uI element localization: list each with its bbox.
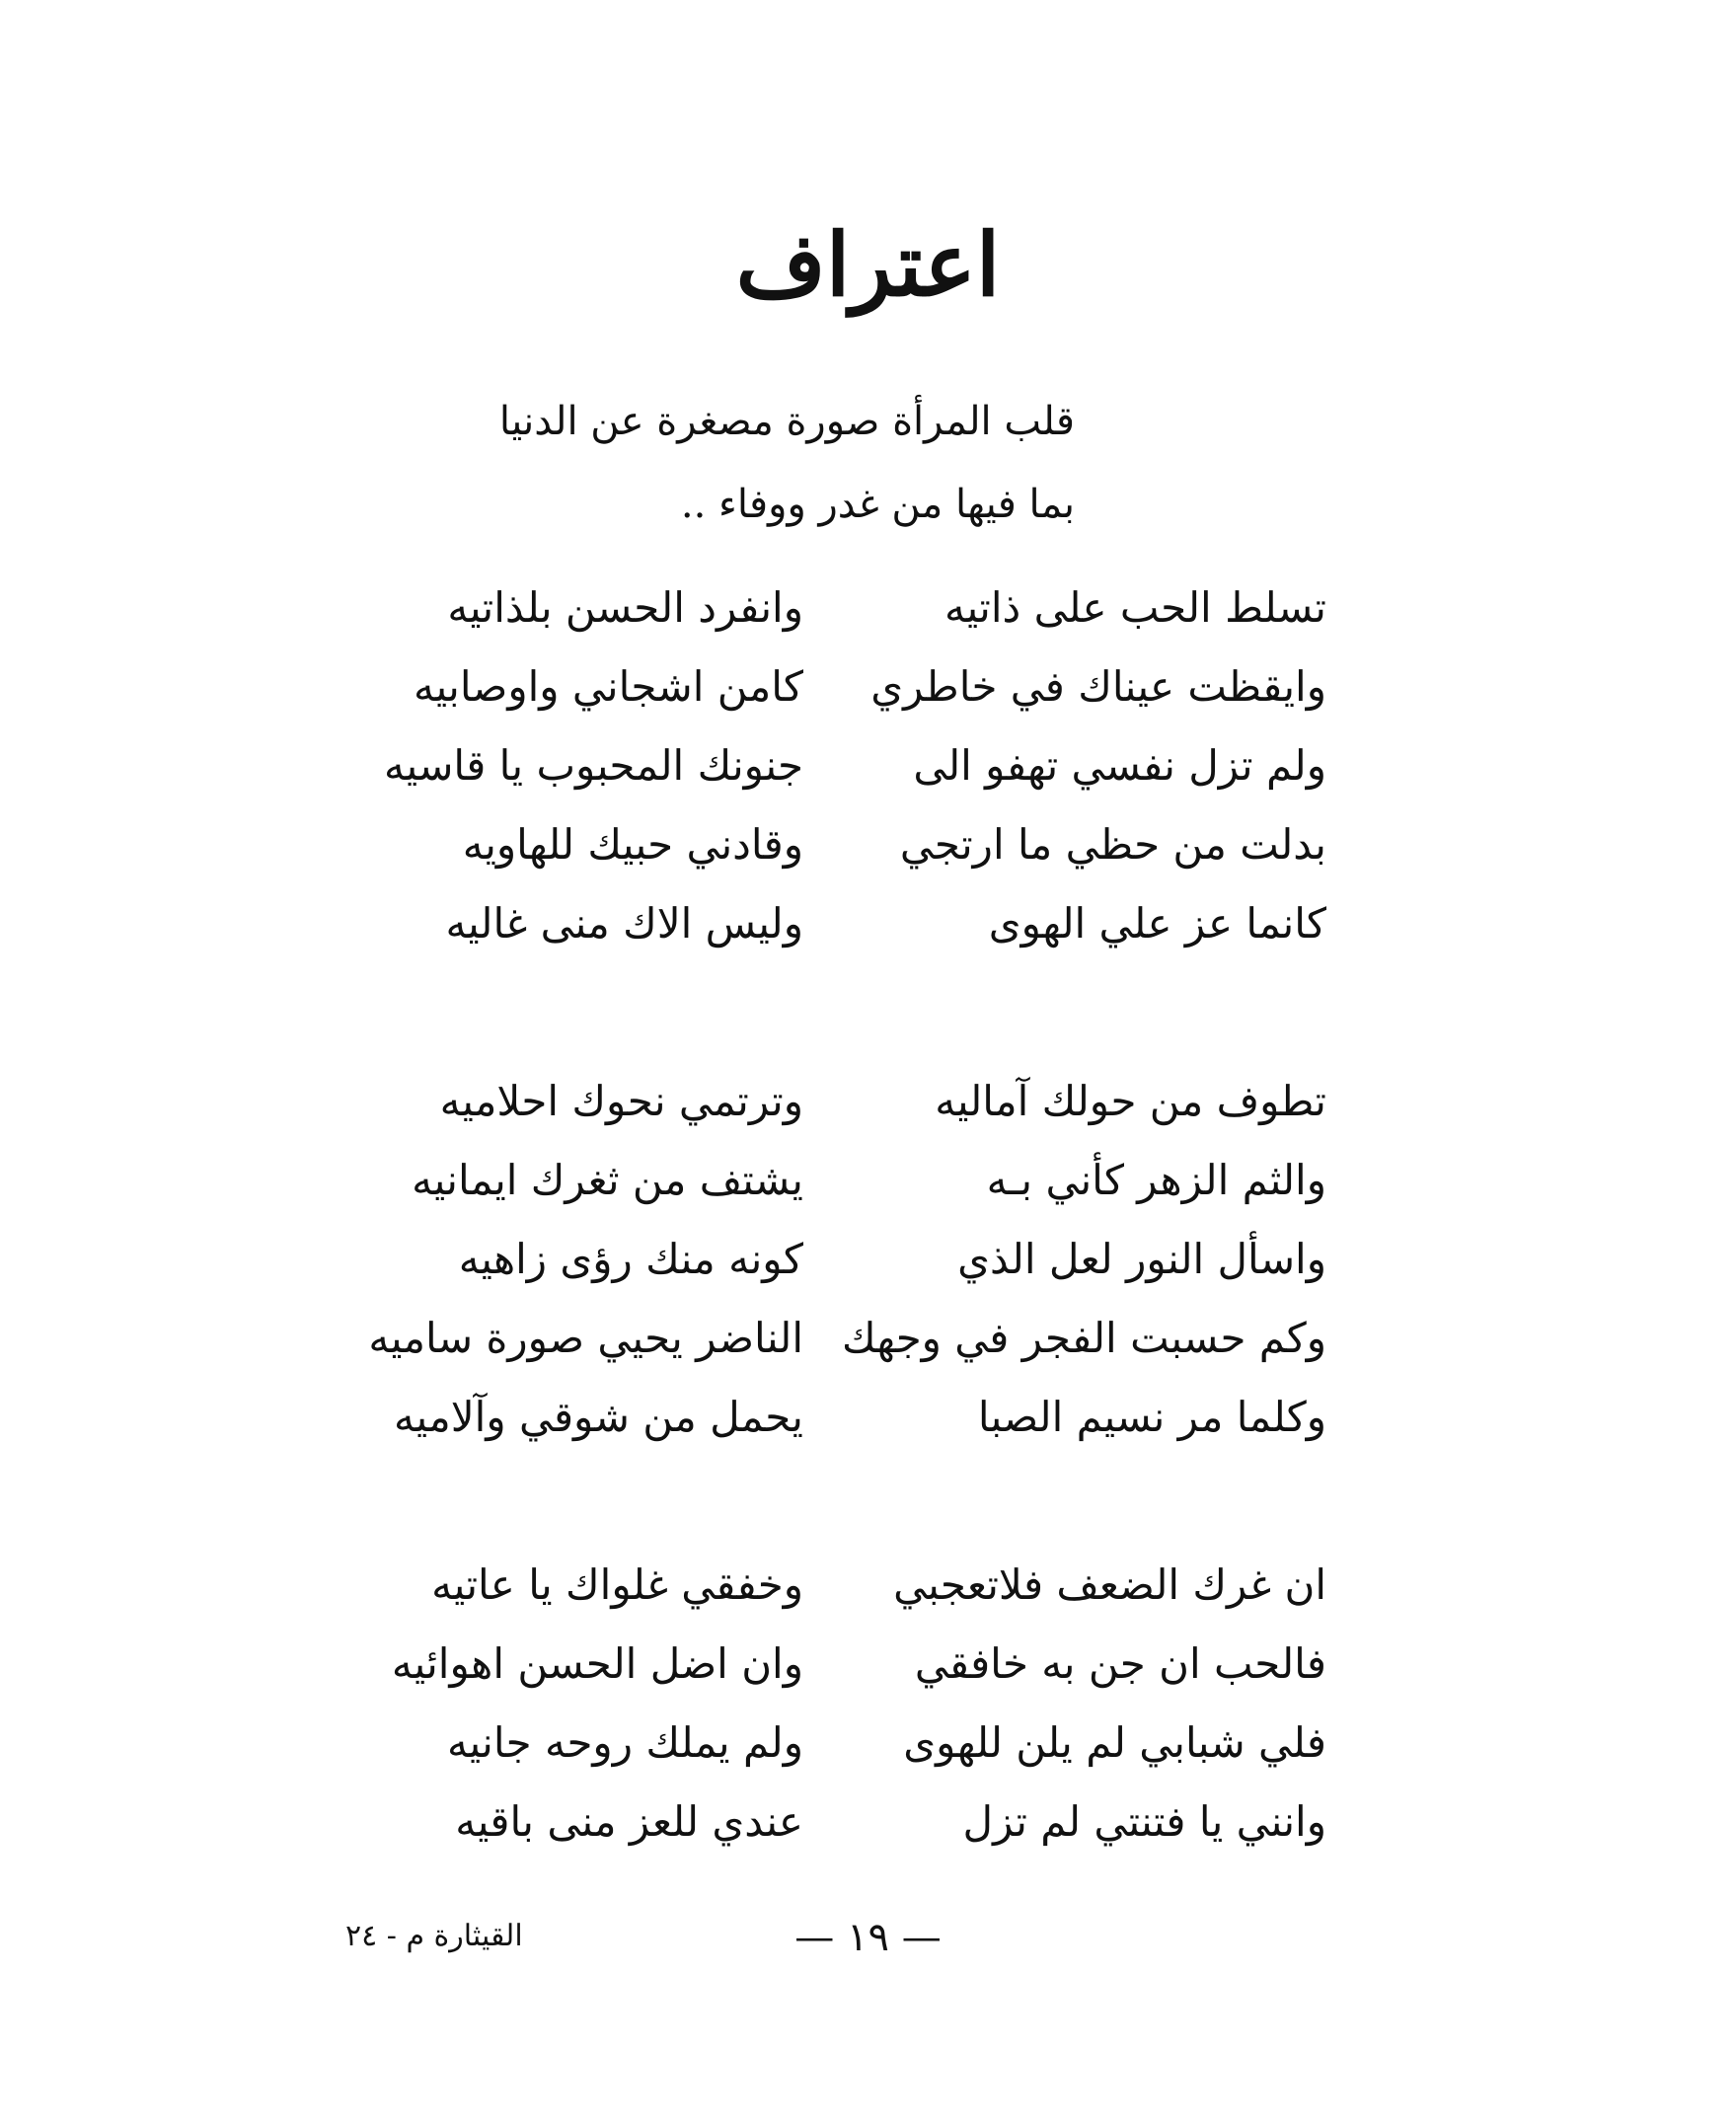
verse-first-hemistich: ولم تزل نفسي تهفو الى bbox=[913, 740, 1326, 790]
verse-first-hemistich: تسلط الحب على ذاتيه bbox=[943, 582, 1326, 632]
verse-first-hemistich: والثم الزهر كأني بـه bbox=[986, 1155, 1326, 1204]
verse bbox=[399, 1782, 1326, 1860]
epigraph bbox=[498, 380, 1075, 546]
verse-first-hemistich: وانني يا فتنتي لم تزل bbox=[962, 1796, 1326, 1846]
verse-second-hemistich: جنونك المحبوب يا قاسيه bbox=[384, 740, 803, 790]
verse bbox=[399, 646, 1326, 725]
verse bbox=[368, 1298, 1326, 1377]
verse bbox=[391, 1624, 1326, 1703]
verse bbox=[399, 804, 1326, 883]
verse-second-hemistich: ولم يملك روحه جانيه bbox=[446, 1717, 803, 1767]
verse-second-hemistich: كامن اشجاني واوصابيه bbox=[413, 661, 803, 711]
signature-mark: القيثارة م - ٢٤ bbox=[345, 1919, 523, 1953]
page-footer bbox=[0, 1915, 1736, 1974]
verse-second-hemistich: الناضر يحيي صورة ساميه bbox=[368, 1313, 803, 1362]
verse bbox=[399, 568, 1326, 646]
stanza-3 bbox=[391, 1545, 1326, 1860]
verse-second-hemistich: وخفقي غلواك يا عاتيه bbox=[431, 1559, 803, 1609]
verse-second-hemistich: يحمل من شوقي وآلاميه bbox=[394, 1392, 803, 1441]
verse bbox=[399, 1545, 1326, 1624]
poem-title: اعتراف bbox=[735, 213, 1001, 316]
verse-first-hemistich: تطوف من حولك آماليه bbox=[935, 1076, 1326, 1125]
verse-second-hemistich: كونه منك رؤى زاهيه bbox=[458, 1234, 803, 1283]
verse-second-hemistich: وترتمي نحوك احلاميه bbox=[439, 1076, 803, 1125]
verse-second-hemistich: يشتف من ثغرك ايمانيه bbox=[412, 1155, 803, 1204]
verse bbox=[399, 1703, 1326, 1782]
verse bbox=[384, 725, 1326, 804]
verse-first-hemistich: فلي شبابي لم يلن للهوى bbox=[903, 1717, 1326, 1767]
verse bbox=[399, 883, 1326, 962]
verse bbox=[394, 1377, 1326, 1456]
verse-first-hemistich: فالحب ان جن به خافقي bbox=[914, 1638, 1326, 1688]
epigraph-line-2: بما فيها من غدر ووفاء .. bbox=[680, 482, 1075, 527]
verse-second-hemistich: وليس الاك منى غاليه bbox=[445, 898, 803, 948]
stanza-1 bbox=[384, 568, 1326, 962]
verse-first-hemistich: ان غرك الضعف فلاتعجبي bbox=[893, 1559, 1326, 1609]
verse-first-hemistich: وكلما مر نسيم الصبا bbox=[977, 1392, 1326, 1441]
verse-first-hemistich: بدلت من حظي ما ارتجي bbox=[899, 819, 1326, 869]
verse-first-hemistich: واسأل النور لعل الذي bbox=[957, 1234, 1326, 1283]
verse-second-hemistich: وان اضل الحسن اهوائيه bbox=[391, 1638, 803, 1688]
epigraph-line-1: قلب المرأة صورة مصغرة عن الدنيا bbox=[498, 399, 1075, 444]
verse-second-hemistich: وانفرد الحسن بلذاتيه bbox=[447, 582, 803, 632]
verse-first-hemistich: وايقظت عيناك في خاطري bbox=[870, 661, 1326, 711]
verse bbox=[399, 1061, 1326, 1140]
verse bbox=[399, 1140, 1326, 1219]
stanza-2 bbox=[368, 1061, 1326, 1456]
page-number: — ١٩ — bbox=[794, 1915, 942, 1960]
verse-first-hemistich: كانما عز علي الهوى bbox=[988, 898, 1326, 948]
verse bbox=[399, 1219, 1326, 1298]
verse-first-hemistich: وكم حسبت الفجر في وجهك bbox=[841, 1313, 1326, 1362]
verse-second-hemistich: وقادني حبيك للهاويه bbox=[462, 819, 803, 869]
verse-second-hemistich: عندي للعز منى باقيه bbox=[455, 1796, 803, 1846]
